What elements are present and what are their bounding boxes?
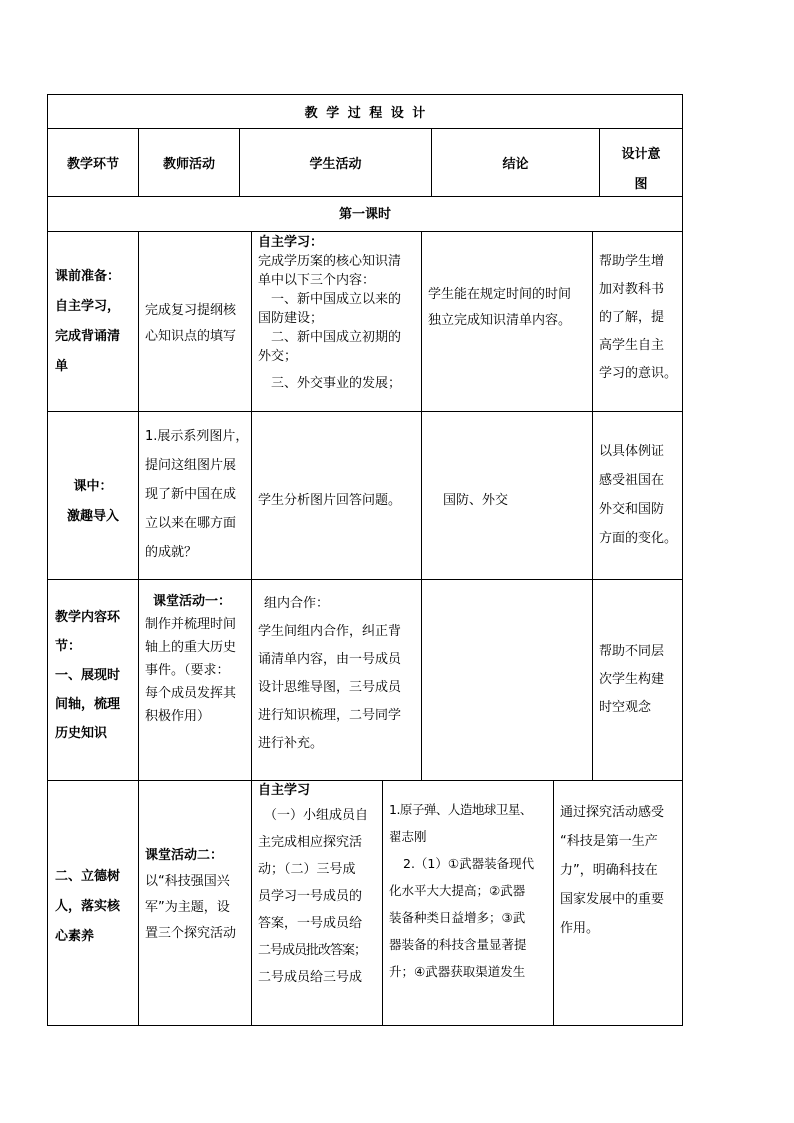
- row2-intent-line: 感受祖国在: [599, 473, 665, 488]
- row3-intent-line: 帮助不同层: [599, 644, 665, 659]
- row4-conclusion-line: 2.（1）①武器装备现代: [403, 856, 535, 871]
- row2-teacher-line: 现了新中国在成: [145, 487, 237, 502]
- row4-col-line-1: [138, 780, 139, 1025]
- title-divider: [47, 128, 683, 129]
- row1-student-line: 外交；: [258, 349, 298, 364]
- row4-student-line: 答案，一号成员给: [258, 916, 363, 931]
- row3-teacher-line: 积极作用）: [145, 709, 211, 724]
- row1-student-line: 二、新中国成立初期的: [271, 330, 402, 345]
- row1-stage: [55, 262, 137, 382]
- row4-student-line: 二号成员给三号成: [258, 970, 363, 985]
- row2-intent-line: 以具体例证: [599, 444, 665, 459]
- row1-stage-line: 课前准备：: [55, 269, 121, 284]
- header-intent: [600, 140, 682, 200]
- row4-col-line-3: [382, 780, 383, 1025]
- row1-student-line: 完成学历案的核心知识清: [258, 254, 402, 269]
- row1-stage-line: 自主学习，: [55, 299, 121, 314]
- header-student: 学生活动: [309, 157, 362, 172]
- row1-student: [258, 233, 420, 393]
- row3-stage-line: 节：: [55, 639, 82, 654]
- row4-student: [258, 780, 381, 991]
- row3-stage-line: 历史知识: [55, 726, 108, 741]
- row4-stage-line: 二、立德树: [55, 869, 121, 884]
- row4-conclusion: [389, 796, 552, 985]
- row1-intent-line: 的了解，提: [599, 310, 665, 325]
- row4-teacher-line: 置三个探究活动: [145, 926, 237, 941]
- row3-teacher-line: 轴上的重大历史: [145, 640, 237, 655]
- row3-stage-line: 教学内容环: [55, 610, 121, 625]
- row3-teacher-line: 制作并梳理时间: [145, 617, 237, 632]
- row1-intent: [599, 248, 681, 388]
- row2-intent: [599, 437, 681, 553]
- body-col-line-4: [592, 231, 593, 780]
- row3-teacher-line: 每个成员发挥其: [145, 686, 237, 701]
- row2-stage-line: 激趣导入: [66, 509, 119, 524]
- row4-student-line: 主完成相应探究活: [258, 835, 363, 850]
- row2-stage: [48, 472, 138, 532]
- row1-intent-line: 加对教科书: [599, 282, 665, 297]
- row2-teacher-line: 立以来在哪方面: [145, 516, 237, 531]
- row3-student: [258, 590, 420, 758]
- row4-student-line: 二号成员批改答案；: [258, 943, 367, 958]
- lesson-label: 第一课时: [338, 207, 391, 222]
- header-intent-line-1: 设计意: [621, 147, 661, 162]
- row4-conclusion-line: 升；④武器获取渠道发生: [389, 964, 526, 979]
- row2-conclusion: [443, 488, 583, 514]
- row4-conclusion-line: 翟志刚: [389, 829, 427, 844]
- row1-conclusion-line: 独立完成知识清单内容。: [428, 313, 572, 328]
- row1-intent-line: 学习的意识。: [599, 366, 678, 381]
- row4-teacher-line: 以“科技强国兴: [145, 874, 230, 889]
- row4-intent-line: 国家发展中的重要: [560, 892, 665, 907]
- row2-intent-line: 方面的变化。: [599, 531, 678, 546]
- row4-student-heading: 自主学习: [258, 783, 311, 798]
- row1-student-line: 一、新中国成立以来的: [271, 292, 402, 307]
- row4-intent-line: 作用。: [560, 921, 600, 936]
- table-border-top: [47, 94, 683, 95]
- row3-student-line: 进行知识梳理，二号同学: [258, 708, 402, 723]
- row3-intent: [599, 638, 681, 722]
- row1-conclusion: [428, 282, 590, 334]
- row2-teacher: [145, 422, 250, 567]
- row4-intent-line: 通过探究活动感受: [560, 805, 665, 820]
- table-border-right: [682, 94, 683, 1025]
- row3-stage: [55, 603, 137, 748]
- row4-teacher: [145, 843, 250, 947]
- row4-intent-line: “科技是第一生产: [560, 834, 658, 849]
- row2-student: [258, 488, 420, 514]
- row4-stage-line: 心素养: [55, 929, 95, 944]
- row2-teacher-line: 提问这组图片展: [145, 458, 237, 473]
- row1-student-line: 单中以下三个内容：: [258, 273, 376, 288]
- row4-stage-line: 人，落实核: [55, 899, 121, 914]
- row4-student-line: （一）小组成员自: [264, 808, 369, 823]
- body-col-line-2: [251, 231, 252, 780]
- row2-teacher-line: 1.展示系列图片，: [145, 429, 249, 444]
- row4-teacher-line: 军”为主题，设: [145, 900, 230, 915]
- row4-teacher-heading: 课堂活动二：: [145, 848, 224, 863]
- row3-teacher-heading: 课堂活动一：: [153, 594, 232, 609]
- header-teacher: 教师活动: [162, 157, 215, 172]
- table-border-left: [47, 94, 48, 1025]
- row1-student-line: 国防建设；: [258, 311, 324, 326]
- row1-divider: [47, 411, 683, 412]
- row3-student-line: 设计思维导图，三号成员: [258, 680, 402, 695]
- row1-student-heading: 自主学习：: [258, 235, 324, 250]
- row1-intent-line: 高学生自主: [599, 338, 665, 353]
- header-conclusion: 结论: [502, 157, 529, 172]
- row1-teacher-line: 完成复习提纲核: [145, 303, 237, 318]
- row2-stage-line: 课中：: [73, 479, 113, 494]
- row4-intent-line: 力”，明确科技在: [560, 863, 658, 878]
- row3-student-heading: 组内合作：: [264, 596, 330, 611]
- row4-conclusion-line: 装备种类日益增多；③武: [389, 910, 526, 925]
- row2-intent-line: 外交和国防: [599, 502, 665, 517]
- table-title: 教 学 过 程 设 计: [304, 106, 426, 121]
- row3-stage-line: 一、展现时: [55, 668, 121, 683]
- row4-conclusion-line: 化水平大大提高；②武器: [389, 883, 526, 898]
- row1-intent-line: 帮助学生增: [599, 254, 665, 269]
- row3-stage-line: 间轴，梳理: [55, 697, 121, 712]
- row4-stage: [55, 862, 137, 952]
- row3-student-line: 进行补充。: [258, 736, 324, 751]
- body-col-line-3: [421, 231, 422, 780]
- header-divider: [47, 196, 683, 197]
- row4-col-line-4: [553, 780, 554, 1025]
- header-stage: 教学环节: [66, 157, 119, 172]
- row4-col-line-2: [251, 780, 252, 1025]
- row1-teacher: [145, 298, 250, 350]
- row1-student-line: 三、外交事业的发展；: [271, 376, 402, 391]
- row1-teacher-line: 心知识点的填写: [145, 329, 237, 344]
- row3-student-line: 诵清单内容，由一号成员: [258, 652, 402, 667]
- row1-stage-line: 完成背诵清: [55, 329, 121, 344]
- row3-intent-line: 时空观念: [599, 700, 652, 715]
- row1-stage-line: 单: [55, 359, 69, 374]
- row3-teacher-line: 事件。（要求：: [145, 663, 230, 678]
- row2-student-line: 学生分析图片回答问题。: [258, 493, 402, 508]
- table-border-bottom: [47, 1025, 683, 1026]
- row3-intent-line: 次学生构建: [599, 672, 665, 687]
- row3-teacher: [145, 590, 250, 728]
- row4-student-line: 员学习一号成员的: [258, 889, 363, 904]
- header-intent-line-2: 图: [634, 177, 648, 192]
- row2-conclusion-line: 国防、外交: [443, 493, 509, 508]
- row4-conclusion-line: 1.原子弹、人造地球卫星、: [389, 802, 532, 817]
- row2-divider: [47, 579, 683, 580]
- body-col-line-1: [138, 231, 139, 780]
- row1-conclusion-line: 学生能在规定时间的时间: [428, 287, 572, 302]
- row4-intent: [560, 798, 682, 943]
- row3-student-line: 学生间组内合作，纠正背: [258, 624, 402, 639]
- row2-teacher-line: 的成就？: [145, 545, 198, 560]
- lesson-divider: [47, 231, 683, 232]
- row4-student-line: 动；（二）三号成: [258, 862, 356, 877]
- row4-conclusion-line: 器装备的科技含量显著提: [389, 937, 527, 952]
